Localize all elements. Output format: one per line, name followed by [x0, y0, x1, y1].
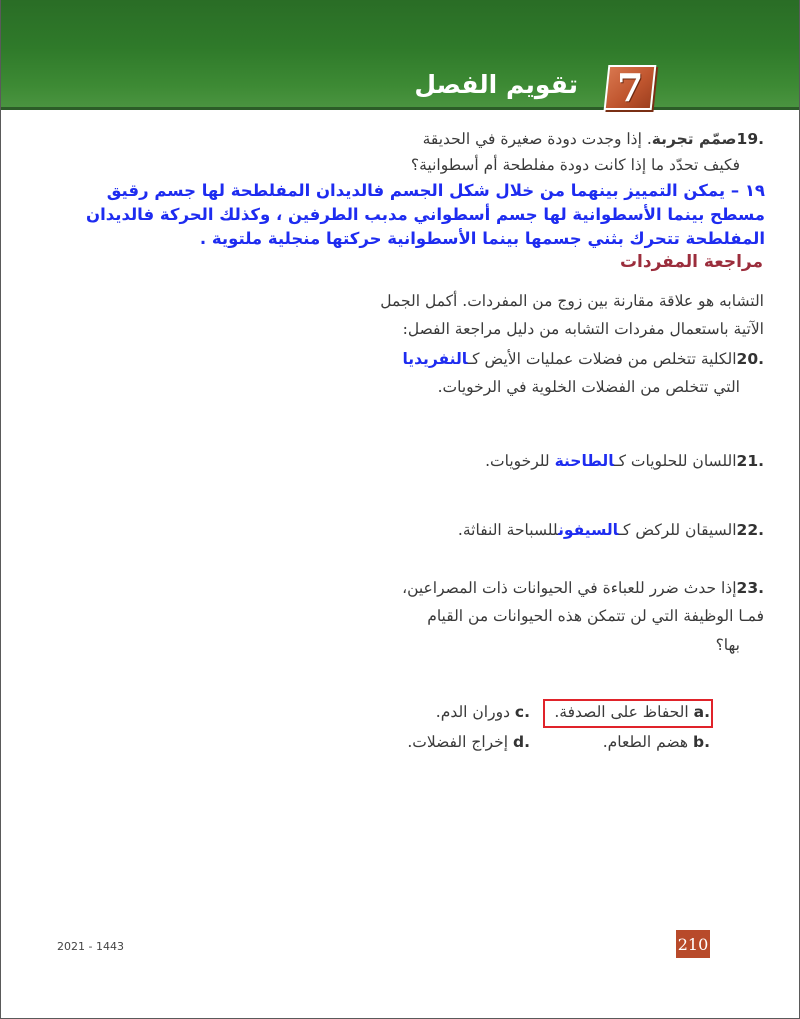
chapter-title: تقويم الفصل — [414, 70, 578, 99]
vocab-intro-line1: التشابه هو علاقة مقارنة بين زوج من المفردات. أكمل الجمل — [380, 292, 764, 310]
q19-line2: فكيف تحدّد ما إذا كانت دودة مفلطحة أم أسطوانية؟ — [410, 156, 740, 174]
q20-text: الكلية تتخلص من فضلات عمليات الأيض كـ — [467, 350, 737, 368]
q21-number: 21. — [736, 452, 764, 470]
q19-line1 — [423, 130, 764, 148]
q20-line1 — [402, 350, 764, 368]
answer19-line2: مسطح بينما الأسطوانية لها جسم أسطواني مدبب الطرفين ، وكذلك الحركة فالديدان — [85, 205, 765, 224]
choice-d-text: إخراج الفضلات. — [407, 733, 509, 751]
q22-text: السيقان للركض كـ — [618, 521, 737, 539]
q19-label: صمّم تجربة — [651, 130, 737, 148]
chapter-number-badge — [604, 65, 657, 110]
choice-b-letter: b. — [693, 733, 710, 751]
choice-d-letter: d. — [513, 733, 530, 751]
page-number: 210 — [677, 934, 709, 954]
choice-a[interactable] — [554, 703, 710, 721]
choice-a-text: الحفاظ على الصدفة. — [554, 703, 689, 721]
chapter-number: 7 — [616, 64, 644, 110]
q20-number: 20. — [736, 350, 764, 368]
choice-b[interactable] — [603, 733, 710, 751]
q19-number: 19. — [736, 130, 764, 148]
choice-a-letter: a. — [693, 703, 710, 721]
choice-c[interactable] — [436, 703, 530, 721]
answer19-line3: المفلطحة تتحرك بثني جسمها بينما الأسطوانية حركتها منجلية ملتوية . — [199, 229, 765, 248]
q21-answer: الطاحنة — [554, 452, 615, 470]
vocab-section-title: مراجعة المفردات — [619, 252, 763, 272]
header-divider — [1, 107, 799, 110]
q23-number: 23. — [736, 579, 764, 597]
q22-answer: السيفون — [558, 521, 619, 539]
page-number-badge — [676, 930, 710, 958]
q20-line2: التي تتخلص من الفضلات الخلوية في الرخويات. — [437, 378, 740, 396]
q23-line2: فمـا الوظيفة التي لن تتمكن هذه الحيوانات من القيام — [427, 607, 764, 625]
q22-tail: للسباحة النفاثة. — [457, 521, 559, 539]
q22-number: 22. — [736, 521, 764, 539]
q23-line3: بها؟ — [715, 636, 740, 654]
answer19-line1: ١٩ – يمكن التمييز بينهما من خلال شكل الجسم فالديدان المفلطحة لها جسم رقيق — [106, 181, 765, 200]
choice-c-text: دوران الدم. — [435, 703, 510, 721]
choice-c-letter: c. — [514, 703, 530, 721]
vocab-intro-line2: الآتية باستعمال مفردات التشابه من دليل مراجعة الفصل: — [402, 320, 764, 338]
q21-line — [485, 452, 764, 470]
footer-year: 2021 - 1443 — [57, 940, 124, 953]
q21-text: اللسان للحلويات كـ — [614, 452, 737, 470]
chapter-header-bar — [1, 0, 799, 110]
choice-b-text: هضم الطعام. — [602, 733, 689, 751]
choice-d[interactable] — [407, 733, 530, 751]
q23-text: إذا حدث ضرر للعباءة في الحيوانات ذات المصراعين، — [402, 579, 737, 597]
q23-line1 — [402, 579, 764, 597]
q20-answer: النفريديا — [402, 350, 468, 368]
q19-text: . إذا وجدت دودة صغيرة في الحديقة — [422, 130, 652, 148]
q22-line — [458, 521, 764, 539]
q21-tail: للرخويات. — [485, 452, 555, 470]
